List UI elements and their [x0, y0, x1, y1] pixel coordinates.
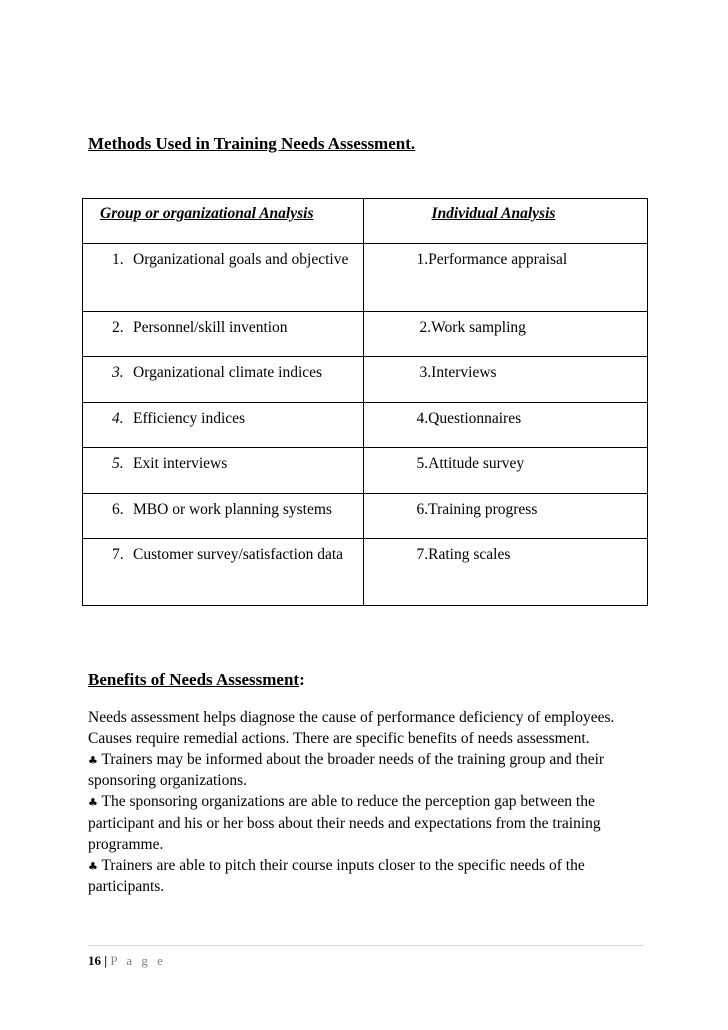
bullet-text: Trainers are able to pitch their course inputs closer to the specific needs of the participants.: [88, 856, 585, 896]
table-cell-right: [363, 244, 647, 312]
list-number: 1.: [112, 251, 124, 268]
benefits-heading-colon: :: [299, 670, 305, 689]
list-number: 2.: [112, 319, 124, 336]
individual-analysis-item: 2.Work sampling: [419, 319, 526, 336]
footer-divider: [88, 945, 644, 946]
page-label: P a g e: [110, 953, 166, 968]
bullet-text: Trainers may be informed about the broader needs of the training group and their sponsoring organizations.: [88, 750, 605, 790]
header-group-analysis: Group or organizational Analysis: [100, 205, 314, 222]
table-row: [83, 494, 648, 539]
table-row: [83, 244, 648, 312]
footer-separator: |: [104, 953, 108, 968]
table-cell-right: [363, 448, 647, 494]
list-number: 6.: [112, 501, 124, 518]
table-header-row: [83, 199, 648, 244]
individual-analysis-item: 6.Training progress: [416, 501, 538, 518]
header-cell-group: [83, 199, 364, 244]
individual-analysis-item: 4.Questionnaires: [416, 410, 522, 427]
group-analysis-item: Organizational goals and objective: [133, 251, 349, 268]
individual-analysis-item: 5.Attitude survey: [416, 455, 525, 472]
table-row: [83, 539, 648, 606]
group-analysis-item: Exit interviews: [133, 455, 228, 472]
group-analysis-item: Customer survey/satisfaction data: [133, 546, 344, 563]
table-row: [83, 403, 648, 448]
individual-analysis-item: 3.Interviews: [419, 364, 497, 381]
table-row: [83, 448, 648, 494]
group-analysis-item: Efficiency indices: [133, 410, 246, 427]
page-footer: [88, 953, 166, 969]
individual-analysis-item: 1.Performance appraisal: [416, 251, 568, 268]
table-cell-left: [83, 403, 364, 448]
table-row: [83, 312, 648, 357]
list-item: [88, 856, 648, 899]
header-individual-analysis: Individual Analysis: [431, 205, 556, 222]
section-heading-benefits: [88, 670, 305, 690]
table-row: [83, 357, 648, 403]
group-analysis-item: MBO or work planning systems: [133, 501, 332, 518]
list-number: 4.: [112, 410, 124, 427]
list-item: [88, 750, 648, 793]
table-cell-left: [83, 448, 364, 494]
benefits-heading-text: Benefits of Needs Assessment: [88, 670, 300, 689]
group-analysis-item: Organizational climate indices: [133, 364, 323, 381]
header-cell-individual: [363, 199, 647, 244]
table-cell-left: [83, 494, 364, 539]
table-cell-left: [83, 312, 364, 357]
page-number: 16: [88, 953, 101, 968]
table-cell-left: [83, 244, 364, 312]
list-number: 7.: [112, 546, 124, 563]
table-cell-right: [363, 403, 647, 448]
club-bullet-icon: ♣: [88, 796, 98, 810]
club-bullet-icon: ♣: [88, 753, 98, 767]
benefits-body: [88, 708, 648, 898]
benefits-intro-paragraph: Needs assessment helps diagnose the cause of performance deficiency of employees. Causes require remedial actions. There are specific benefits of needs assessment.: [88, 709, 615, 747]
individual-analysis-item: 7.Rating scales: [416, 546, 511, 563]
group-analysis-item: Personnel/skill invention: [133, 319, 288, 336]
table-cell-right: [363, 494, 647, 539]
bullet-text: The sponsoring organizations are able to reduce the perception gap between the participant and his or her boss about their needs and expectations from the training programme.: [88, 793, 601, 853]
table-cell-left: [83, 539, 364, 606]
table-cell-left: [83, 357, 364, 403]
list-item: [88, 792, 648, 855]
table-cell-right: [363, 539, 647, 606]
section-heading-methods: Methods Used in Training Needs Assessment.: [88, 134, 416, 153]
table-cell-right: [363, 312, 647, 357]
club-bullet-icon: ♣: [88, 859, 98, 873]
list-number: 3.: [112, 364, 124, 381]
table-cell-right: [363, 357, 647, 403]
list-number: 5.: [112, 455, 124, 472]
methods-table: [82, 198, 648, 606]
